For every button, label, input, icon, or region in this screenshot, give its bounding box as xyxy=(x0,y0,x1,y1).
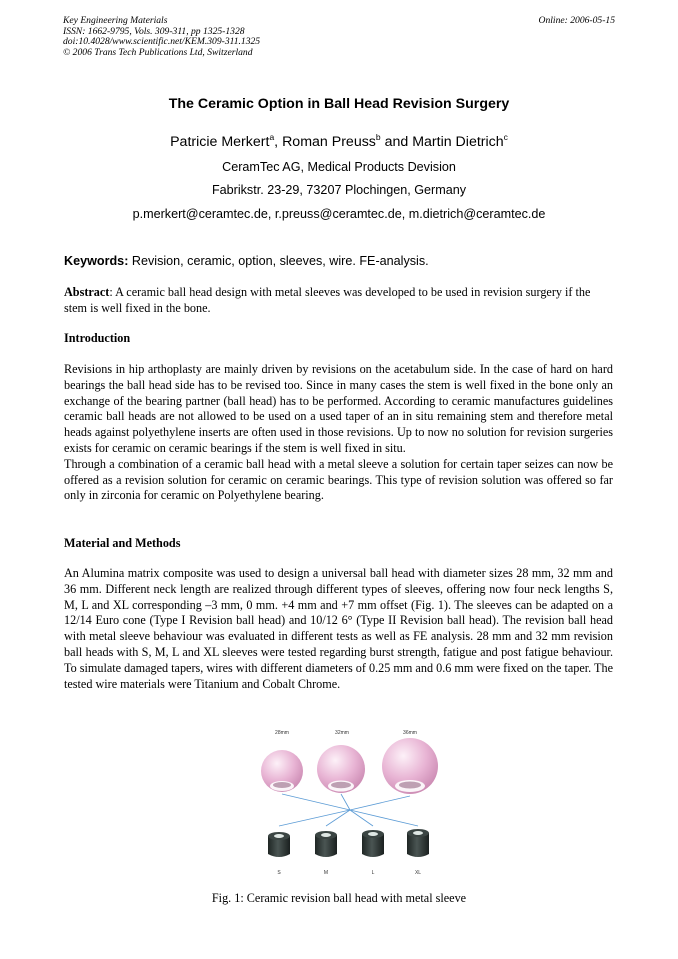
paper-title: The Ceramic Option in Ball Head Revision Surgery xyxy=(168,96,510,112)
affiliation-address: Fabrikstr. 23-29, 73207 Plochingen, Germany xyxy=(211,183,467,197)
sleeve-l xyxy=(362,830,384,857)
author-separator: , xyxy=(274,134,283,150)
head-size-label: 36mm xyxy=(403,730,417,736)
connector-lines xyxy=(279,794,418,826)
author-name: Patricie Merkert xyxy=(170,134,270,150)
keywords-label: Keywords: xyxy=(64,254,129,268)
journal-doi: doi:10.4028/www.scientific.net/KEM.309-311.1325 xyxy=(63,36,261,48)
introduction-body xyxy=(64,362,613,504)
paragraph: An Alumina matrix composite was used to design a universal ball head with diameter sizes 28 mm, 32 mm and 36 mm. Different neck length are realized through different types of sleeves, offering now four neck lengths S, M, L and XL corresponding –3 mm, 0 mm. +4 mm and +7 mm offset (Fig. 1). The sleeves can be adapted on a 12/14 Euro cone (Type I Revision ball head) and 10/12 6° (Type II Revision ball head). The revision ball head with metal sleeve behaviour was evaluated in different tests as well as FE analysis. 28 mm and 32 mm revision ball heads with S, M, L and XL sleeves were tested regarding burst strength, fatigue and post fatigue behaviour. To simulate damaged tapers, wires with different diameters of 0.25 mm and 0.6 mm were fixed on the taper. The tested wire materials were Titanium and Cobalt Chrome. xyxy=(64,566,613,691)
figure-illustration xyxy=(252,726,448,878)
author-affiliation-mark: a xyxy=(269,132,275,142)
paragraph: Revisions in hip arthoplasty are mainly driven by revisions on the acetabulum side. In the case of hard on hard bearings the ball head side has to be revised too. Since in many cases the stem is well fixed in the bone only an exchange of the bearing partner (ball head) has to be performed. According to ceramic manufactures guidelines ceramic ball heads are not allowed to be used on a used taper of an in situ remaining stem and therefore metal heads against polyethylene inserts are often used in those revisions. Up to now no solution for revision surgeries exists for ceramic on ceramic bearings if the stem is well fixed in situ. xyxy=(64,362,613,455)
abstract-label: Abstract xyxy=(64,285,110,299)
author-name: Roman Preuss xyxy=(282,134,376,150)
ball-head-36 xyxy=(382,738,438,794)
head-size-label: 32mm xyxy=(335,730,349,736)
author-emails: p.merkert@ceramtec.de, r.preuss@ceramtec.de, m.dietrich@ceramtec.de xyxy=(132,207,546,221)
ball-head-32 xyxy=(317,745,365,793)
journal-header xyxy=(63,16,260,58)
figure-ball-heads-sleeves xyxy=(252,726,448,878)
sleeve-s xyxy=(268,832,290,857)
sleeve-size-label: L xyxy=(371,870,375,876)
figure-caption: Fig. 1: Ceramic revision ball head with metal sleeve xyxy=(211,891,467,905)
ball-head-28 xyxy=(261,750,303,792)
section-heading-material-methods: Material and Methods xyxy=(64,536,181,550)
journal-copyright: © 2006 Trans Tech Publications Ltd, Switzerland xyxy=(63,46,253,58)
online-date: Online: 2006-05-15 xyxy=(538,15,615,26)
methods-body xyxy=(64,566,613,692)
sleeve-size-label: M xyxy=(323,870,329,876)
keywords xyxy=(64,254,624,268)
journal-issn: ISSN: 1662-9795, Vols. 309-311, pp 1325-1328 xyxy=(63,25,245,37)
abstract xyxy=(64,285,613,317)
author-separator: and xyxy=(380,134,413,150)
section-heading-introduction: Introduction xyxy=(64,331,131,345)
paragraph: Through a combination of a ceramic ball head with a metal sleeve a solution for certain taper seizes can now be offered as a revision solution for ceramic on ceramic bearings. This type of revision solution was offered so far only in zirconia for ceramic on Polyethylene bearing. xyxy=(64,456,613,503)
author-affiliation-mark: b xyxy=(375,132,381,142)
sleeve-size-label: XL xyxy=(414,870,422,876)
author-list xyxy=(0,132,678,150)
abstract-text: : A ceramic ball head design with metal sleeves was developed to be used in revision surgery if the stem is well fixed in the bone. xyxy=(64,285,591,315)
author-name: Martin Dietrich xyxy=(412,134,504,150)
affiliation-organization: CeramTec AG, Medical Products Devision xyxy=(222,160,456,174)
sleeve-xl xyxy=(407,829,429,857)
keywords-text: Revision, ceramic, option, sleeves, wire. FE-analysis. xyxy=(128,254,429,268)
head-size-label: 28mm xyxy=(275,730,289,736)
sleeve-m xyxy=(315,831,337,857)
journal-name: Key Engineering Materials xyxy=(63,15,168,26)
author-affiliation-mark: c xyxy=(503,132,508,142)
sleeve-size-label: S xyxy=(277,870,281,876)
